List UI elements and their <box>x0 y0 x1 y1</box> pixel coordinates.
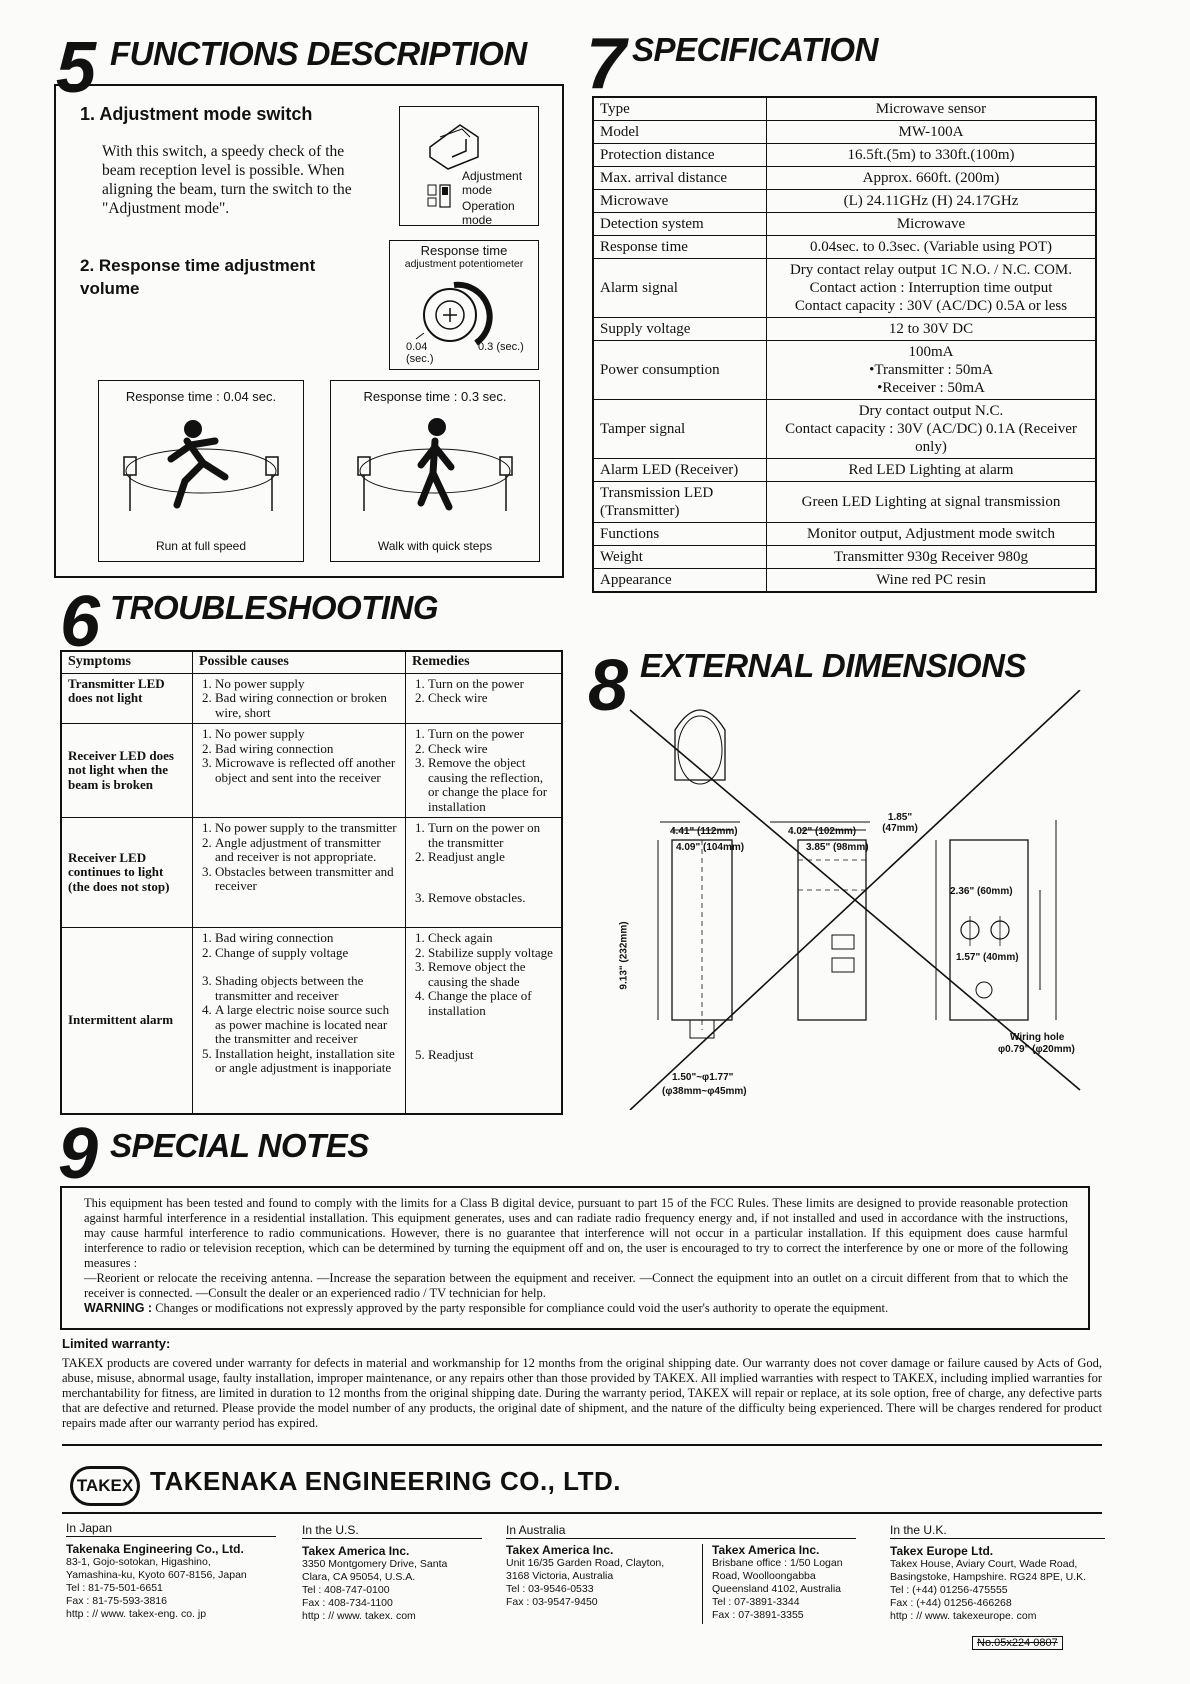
spec-value: Monitor output, Adjustment mode switch <box>767 523 1097 546</box>
potentiometer-diagram <box>389 240 539 370</box>
remedy-item: 1. Turn on the power <box>428 727 555 742</box>
doc-number: No.05x224 0807 <box>972 1636 1063 1650</box>
spec-value: Dry contact relay output 1C N.O. / N.C. COM. Contact action : Interruption time output Contact capacity : 30V (AC/DC) 0.5A or less <box>767 259 1097 318</box>
remedy-item: 5. Readjust <box>428 1048 555 1063</box>
panel-fast-caption: Run at full speed <box>155 539 247 553</box>
office-line: Fax : 03-9547-9450 <box>506 1596 598 1608</box>
australia-divider <box>702 1544 703 1624</box>
warranty-title: Limited warranty: <box>62 1336 171 1351</box>
spec-row <box>593 213 1096 236</box>
office-japan <box>66 1522 276 1621</box>
spec-key: Microwave <box>593 190 767 213</box>
cause-item: 1. No power supply <box>215 727 399 742</box>
spec-key: Response time <box>593 236 767 259</box>
cause-item: 1. Bad wiring connection <box>215 931 399 946</box>
office-name: Takex America Inc. <box>302 1544 410 1558</box>
remedies-cell <box>406 673 563 724</box>
footer-rule-top <box>62 1444 1102 1446</box>
office-name: Takex Europe Ltd. <box>890 1544 994 1558</box>
remedy-item: 1. Turn on the power <box>428 677 555 692</box>
warranty-text: TAKEX products are covered under warranty for defects in material and workmanship for 12 months from the original shipping date. Our warranty does not cover damage or failure caused by Acts of God, abuse, misuse, abnormal usage, faulty installation, improper maintenance, or any repairs other than those provided by TAKEX. All implied warranties with respect to TAKEX, including implied warranties for merchantability for fitness, are limited in duration to 12 months from the original shipping date. During the warranty period, TAKEX will repair or replace, at its sole option, free of charge, any defective parts that are defective and returned. Please provide the model number of any products, the original date of shipment, and the nature of the difficulty being experienced. There will be charges rendered for product repairs made after our warranty period has expired. <box>62 1356 1102 1430</box>
dim-width-104: 4.09" (104mm) <box>676 842 745 853</box>
office-line: Fax : (+44) 01256-466268 <box>890 1597 1012 1609</box>
dim-pipe-mm: (φ38mm~φ45mm) <box>662 1086 747 1097</box>
spec-key: Functions <box>593 523 767 546</box>
dim-60: 2.36" (60mm) <box>950 886 1013 897</box>
spec-key: Model <box>593 121 767 144</box>
office-line: 3168 Victoria, Australia <box>506 1570 614 1582</box>
fcc-measures: —Reorient or relocate the receiving antenna. —Increase the separation between the equipment and receiver. —Connect the equipment into an outlet on a circuit different from that to which the receiver is connected. —Consult the dealer or an experienced radio / TV technician for help. <box>84 1271 1068 1300</box>
section-7-number: 7 <box>586 24 627 104</box>
walking-person-icon <box>331 411 539 531</box>
remedy-item: 2. Stabilize supply voltage <box>428 946 555 961</box>
spec-key: Detection system <box>593 213 767 236</box>
dimensions-drawing <box>620 690 1095 1110</box>
remedy-item: 2. Check wire <box>428 742 555 757</box>
running-person-icon <box>99 411 303 531</box>
table-row <box>61 724 562 818</box>
spec-key: Supply voltage <box>593 318 767 341</box>
cause-item: 2. Change of supply voltage <box>215 946 399 961</box>
pot-subtitle: adjustment potentiometer <box>404 258 524 270</box>
panel-fast-title: Response time : 0.04 sec. <box>125 389 277 404</box>
spec-value: 100mA •Transmitter : 50mA •Receiver : 50mA <box>767 341 1097 400</box>
header-causes: Possible causes <box>193 651 406 673</box>
spec-key: Tamper signal <box>593 400 767 459</box>
spec-value: Approx. 660ft. (200m) <box>767 167 1097 190</box>
troubleshooting-table <box>60 650 563 1115</box>
section-8-title: EXTERNAL DIMENSIONS <box>640 647 1026 684</box>
office-australia-brisbane <box>712 1544 872 1622</box>
pot-min-label: 0.04 (sec.) <box>406 341 434 365</box>
spec-key: Type <box>593 97 767 121</box>
spec-value: 0.04sec. to 0.3sec. (Variable using POT) <box>767 236 1097 259</box>
panel-slow-title: Response time : 0.3 sec. <box>363 389 507 404</box>
fcc-notice: This equipment has been tested and found to comply with the limits for a Class B digital device, pursuant to part 15 of the FCC Rules. These limits are designed to provide reasonable protection against harmful interference in a residential installation. This equipment generates, uses and can radiate radio frequency energy and, if not installed and used in accordance with the instructions, may cause harmful interference to radio communications. However, there is no guarantee that interference will not occur in a particular installation. If this equipment does cause harmful interference to radio or television reception, which can be determined by turning the equipment off and on, the user is encouraged to try to correct the interference by one or more of the following measures : <box>84 1196 1068 1270</box>
adjustment-switch-text: With this switch, a speedy check of the beam reception level is possible. When aligning the beam, turn the switch to the "Adjustment mode". <box>102 143 352 217</box>
cause-item: 5. Installation height, installation site or angle adjustment is inapporiate <box>215 1047 399 1076</box>
spec-key: Alarm signal <box>593 259 767 318</box>
spec-value: Red LED Lighting at alarm <box>767 459 1097 482</box>
office-line: http : // www. takex. com <box>302 1610 416 1622</box>
dim-pipe-in: 1.50"~φ1.77" <box>672 1072 734 1083</box>
spec-row <box>593 190 1096 213</box>
cause-item: 3. Shading objects between the transmitter and receiver <box>215 974 399 1003</box>
spec-row <box>593 523 1096 546</box>
spec-table <box>592 96 1097 593</box>
remedy-item: 3. Remove the object causing the reflection, or change the place for installation <box>428 756 555 814</box>
office-line: Brisbane office : 1/50 Logan <box>712 1557 843 1569</box>
panel-slow-caption: Walk with quick steps <box>377 539 493 553</box>
cause-item: 1. No power supply <box>215 677 399 692</box>
cause-item: 2. Angle adjustment of transmitter and receiver is not appropriate. <box>215 836 399 865</box>
spec-value: Microwave <box>767 213 1097 236</box>
cause-item: 2. Bad wiring connection or broken wire, short <box>215 691 399 720</box>
section-9-title: SPECIAL NOTES <box>110 1127 369 1164</box>
spec-key: Power consumption <box>593 341 767 400</box>
spec-value: (L) 24.11GHz (H) 24.17GHz <box>767 190 1097 213</box>
spec-row <box>593 459 1096 482</box>
spec-value: Green LED Lighting at signal transmission <box>767 482 1097 523</box>
office-line: http : // www. takex-eng. co. jp <box>66 1608 207 1620</box>
office-region: In the U.S. <box>302 1524 482 1539</box>
office-australia-clayton <box>506 1544 696 1609</box>
remedies-cell <box>406 818 563 928</box>
dim-width-102: 4.02" (102mm) <box>788 826 857 837</box>
spec-row <box>593 144 1096 167</box>
office-line: Basingstoke, Hampshire. RG24 8PE, U.K. <box>890 1571 1087 1583</box>
takex-logo: TAKEX <box>70 1466 140 1506</box>
section-7-title: SPECIFICATION <box>632 31 878 68</box>
panel-slow <box>330 380 540 562</box>
office-line: http : // www. takexeurope. com <box>890 1610 1037 1622</box>
table-row <box>61 928 562 1114</box>
office-line: 3350 Montgomery Drive, Santa <box>302 1558 448 1570</box>
office-region: In Australia <box>506 1524 856 1539</box>
spec-row <box>593 569 1096 593</box>
remedy-item: 1. Turn on the power on the transmitter <box>428 821 555 850</box>
spec-key: Appearance <box>593 569 767 593</box>
spec-value: Microwave sensor <box>767 97 1097 121</box>
symptom-cell: Receiver LED continues to light (the does not stop) <box>61 818 193 928</box>
office-line: Tel : 03-9546-0533 <box>506 1583 594 1595</box>
office-line: Takex House, Aviary Court, Wade Road, <box>890 1558 1078 1570</box>
office-line: Tel : (+44) 01256-475555 <box>890 1584 1008 1596</box>
spec-row <box>593 400 1096 459</box>
functions-box <box>54 84 564 578</box>
company-name: TAKENAKA ENGINEERING CO., LTD. <box>150 1466 621 1496</box>
warning-line <box>84 1301 1068 1316</box>
spec-row <box>593 318 1096 341</box>
dim-width-98: 3.85" (98mm) <box>806 842 869 853</box>
adjustment-mode-label: Adjustment mode <box>462 169 523 197</box>
dim-depth-47: 1.85" (47mm) <box>882 812 918 834</box>
remedy-item: 3. Remove obstacles. <box>428 891 555 906</box>
office-line: Tel : 81-75-501-6651 <box>66 1582 163 1594</box>
office-line: Fax : 408-734-1100 <box>302 1597 393 1609</box>
footer-rule-bottom <box>62 1512 1102 1514</box>
spec-row <box>593 341 1096 400</box>
causes-cell <box>193 818 406 928</box>
table-row <box>61 673 562 724</box>
wiring-hole-size: φ0.79" (φ20mm) <box>998 1044 1075 1055</box>
section-5-title: FUNCTIONS DESCRIPTION <box>110 35 527 72</box>
section-8-number: 8 <box>588 646 629 726</box>
section-5-number: 5 <box>56 28 97 108</box>
pot-max-label: 0.3 (sec.) <box>478 341 524 353</box>
office-australia <box>506 1524 856 1545</box>
spec-key: Weight <box>593 546 767 569</box>
header-symptoms: Symptoms <box>61 651 193 673</box>
office-line: Clara, CA 95054, U.S.A. <box>302 1571 416 1583</box>
spec-row <box>593 121 1096 144</box>
causes-cell <box>193 673 406 724</box>
office-line: Queensland 4102, Australia <box>712 1583 842 1595</box>
spec-row <box>593 97 1096 121</box>
cause-item: 2. Bad wiring connection <box>215 742 399 757</box>
remedy-item: 3. Remove object the causing the shade <box>428 960 555 989</box>
wiring-hole-label: Wiring hole <box>1010 1032 1065 1043</box>
office-region: In Japan <box>66 1522 276 1537</box>
office-line: Yamashina-ku, Kyoto 607-8156, Japan <box>66 1569 247 1581</box>
office-uk <box>890 1524 1105 1623</box>
spec-value: Wine red PC resin <box>767 569 1097 593</box>
spec-key: Transmission LED (Transmitter) <box>593 482 767 523</box>
remedy-item: 1. Check again <box>428 931 555 946</box>
operation-mode-label: Operation mode <box>462 199 515 227</box>
office-line: 83-1, Gojo-sotokan, Higashino, <box>66 1556 211 1568</box>
causes-cell <box>193 928 406 1114</box>
dim-height-232: 9.13" (232mm) <box>618 921 630 990</box>
office-name: Takenaka Engineering Co., Ltd. <box>66 1542 244 1556</box>
dim-width-112: 4.41" (112mm) <box>670 826 738 837</box>
cause-item: 3. Microwave is reflected off another object and sent into the receiver <box>215 756 399 785</box>
office-line: Road, Woolloongabba <box>712 1570 816 1582</box>
section-9-number: 9 <box>58 1114 99 1194</box>
warning-label: WARNING : <box>84 1301 153 1315</box>
section-6-title: TROUBLESHOOTING <box>110 589 438 626</box>
causes-cell <box>193 724 406 818</box>
office-region: In the U.K. <box>890 1524 1105 1539</box>
spec-value: 16.5ft.(5m) to 330ft.(100m) <box>767 144 1097 167</box>
remedy-item: 2. Check wire <box>428 691 555 706</box>
symptom-cell: Receiver LED does not light when the beam is broken <box>61 724 193 818</box>
spec-value: MW-100A <box>767 121 1097 144</box>
spec-row <box>593 546 1096 569</box>
office-line: Fax : 81-75-593-3816 <box>66 1595 167 1607</box>
cause-item: 3. Obstacles between transmitter and receiver <box>215 865 399 894</box>
troubleshooting-table-wrap <box>60 650 563 1115</box>
symptom-cell: Transmitter LED does not light <box>61 673 193 724</box>
spec-row <box>593 482 1096 523</box>
remedies-cell <box>406 928 563 1114</box>
spec-value: 12 to 30V DC <box>767 318 1097 341</box>
header-remedies: Remedies <box>406 651 563 673</box>
spec-row <box>593 167 1096 190</box>
spec-value: Transmitter 930g Receiver 980g <box>767 546 1097 569</box>
panel-fast <box>98 380 304 562</box>
office-line: Tel : 408-747-0100 <box>302 1584 390 1596</box>
symptom-cell: Intermittent alarm <box>61 928 193 1114</box>
pot-title: Response time <box>420 243 508 258</box>
special-notes-box <box>60 1186 1090 1330</box>
table-row <box>61 818 562 928</box>
section-6-number: 6 <box>60 582 101 662</box>
spec-key: Max. arrival distance <box>593 167 767 190</box>
office-name: Takex America Inc. <box>506 1543 614 1557</box>
office-line: Tel : 07-3891-3344 <box>712 1596 800 1608</box>
switch-diagram <box>399 106 539 226</box>
spec-key: Alarm LED (Receiver) <box>593 459 767 482</box>
spec-table-wrap <box>592 96 1097 593</box>
remedy-item: 4. Change the place of installation <box>428 989 555 1018</box>
spec-row <box>593 259 1096 318</box>
spec-value: Dry contact output N.C. Contact capacity : 30V (AC/DC) 0.1A (Receiver only) <box>767 400 1097 459</box>
remedies-cell <box>406 724 563 818</box>
spec-row <box>593 236 1096 259</box>
remedy-item: 2. Readjust angle <box>428 850 555 865</box>
office-name: Takex America Inc. <box>712 1543 820 1557</box>
spec-key: Protection distance <box>593 144 767 167</box>
cause-item: 4. A large electric noise source such as power machine is located near the transmitter and receiver <box>215 1003 399 1047</box>
office-us <box>302 1524 482 1623</box>
adjustment-switch-heading: 1. Adjustment mode switch <box>80 104 313 124</box>
warning-text: Changes or modifications not expressly approved by the party responsible for compliance could void the user's authority to operate the equipment. <box>155 1301 889 1315</box>
cause-item: 1. No power supply to the transmitter <box>215 821 399 836</box>
office-line: Unit 16/35 Garden Road, Clayton, <box>506 1557 665 1569</box>
response-time-heading: 2. Response time adjustment volume <box>80 256 316 298</box>
office-line: Fax : 07-3891-3355 <box>712 1609 804 1621</box>
dim-40: 1.57" (40mm) <box>956 952 1019 963</box>
